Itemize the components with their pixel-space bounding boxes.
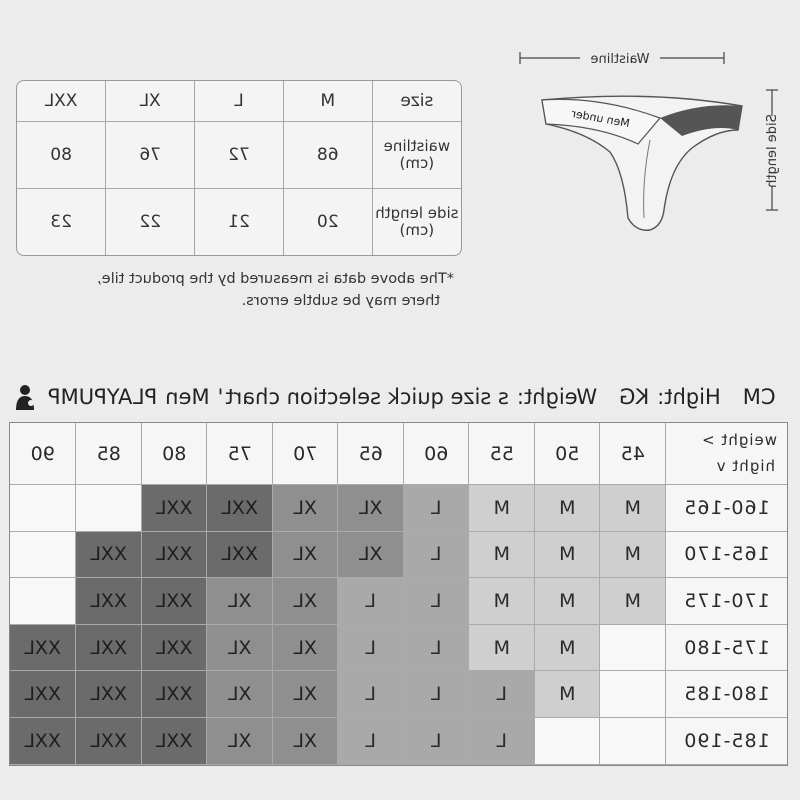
corner-weight-label: weight >	[701, 431, 777, 449]
size-cell: XXL	[141, 718, 207, 765]
height-label: Hight:	[657, 385, 721, 409]
size-cell: XXL	[207, 485, 273, 532]
weight-header-cell: 45	[600, 423, 666, 485]
weight-header-cell: 60	[403, 423, 469, 485]
measure-side-length-row	[17, 189, 461, 255]
size-cell: L	[338, 578, 404, 625]
size-cell: L	[469, 671, 535, 718]
playpump-logo-icon	[10, 382, 40, 412]
side-length-label-line1: side length	[375, 204, 459, 223]
size-cell: L	[403, 718, 469, 765]
note-line-1: *The above data is measured by the product tile,	[97, 271, 454, 287]
size-cell: XXL	[10, 671, 76, 718]
weight-label: Weight:	[516, 385, 598, 409]
size-cell: XL	[272, 671, 338, 718]
waistline-l: 72	[195, 122, 284, 189]
measure-col-l: L	[195, 81, 284, 122]
size-chart-row	[10, 671, 787, 718]
height-range-cell: 160-165	[665, 485, 787, 532]
size-cell: M	[469, 532, 535, 579]
size-cell: XXL	[76, 578, 142, 625]
size-cell: M	[469, 485, 535, 532]
side-length-xl: 22	[106, 189, 195, 255]
size-cell: XXL	[141, 578, 207, 625]
size-cell: XXL	[76, 718, 142, 765]
size-chart-row	[10, 485, 787, 532]
size-chart-row	[10, 625, 787, 672]
size-cell: L	[338, 671, 404, 718]
height-range-cell: 175-180	[665, 625, 787, 672]
size-cell: XXL	[76, 671, 142, 718]
weight-header-cell: 50	[534, 423, 600, 485]
size-cell	[10, 532, 76, 579]
chart-corner-cell	[665, 423, 787, 485]
size-cell: M	[534, 532, 600, 579]
size-selection-chart	[9, 422, 788, 766]
size-cell: XL	[272, 718, 338, 765]
title-text: s size quick selection chart	[225, 385, 509, 409]
height-range-cell: 180-185	[665, 671, 787, 718]
measure-col-xxl: XXL	[17, 81, 106, 122]
size-cell: M	[534, 578, 600, 625]
waistline-label-line2: (cm)	[399, 154, 435, 173]
size-cell: M	[600, 578, 666, 625]
measure-header-row	[17, 81, 461, 122]
measurement-note	[24, 268, 454, 312]
size-cell: XXL	[141, 485, 207, 532]
weight-unit: KG	[619, 385, 650, 409]
size-cell	[600, 671, 666, 718]
size-cell: M	[469, 578, 535, 625]
size-cell	[10, 578, 76, 625]
size-cell: L	[403, 671, 469, 718]
title-apostrophe: '	[217, 385, 224, 409]
side-length-label	[372, 189, 461, 255]
measure-col-size: size	[372, 81, 461, 122]
size-cell	[76, 485, 142, 532]
side-length-xxl: 23	[17, 189, 106, 255]
size-cell: L	[403, 485, 469, 532]
side-length-l: 21	[195, 189, 284, 255]
side-length-dimension	[764, 90, 780, 210]
waistline-dimension	[520, 48, 724, 68]
size-cell: XXL	[76, 532, 142, 579]
weight-header-cell: 65	[338, 423, 404, 485]
size-cell: XL	[207, 625, 273, 672]
measure-waistline-row	[17, 122, 461, 189]
weight-header-cell: 70	[272, 423, 338, 485]
size-cell	[534, 718, 600, 765]
waistline-m: 68	[283, 122, 372, 189]
size-cell: M	[600, 532, 666, 579]
weight-header-row	[10, 423, 787, 485]
size-cell: XL	[338, 485, 404, 532]
brief-shape	[542, 96, 742, 230]
size-chart-row	[10, 718, 787, 765]
size-cell: L	[403, 578, 469, 625]
size-cell: L	[338, 625, 404, 672]
note-line-2: there may be subtle errors.	[241, 293, 440, 309]
size-cell: XL	[338, 532, 404, 579]
waistline-label	[372, 122, 461, 189]
height-range-cell: 185-190	[665, 718, 787, 765]
size-cell: XXL	[141, 625, 207, 672]
size-cell: L	[338, 718, 404, 765]
weight-header-cell: 90	[10, 423, 76, 485]
measurement-table	[16, 80, 462, 256]
waistband-text: Men under	[570, 107, 631, 131]
height-range-cell: 170-175	[665, 578, 787, 625]
waistline-label: Waistline	[590, 52, 650, 67]
side-length-m: 20	[283, 189, 372, 255]
size-cell: M	[534, 485, 600, 532]
size-cell: XXL	[10, 625, 76, 672]
size-cell: XXL	[141, 671, 207, 718]
size-cell: XXL	[207, 532, 273, 579]
height-unit: CM	[742, 385, 776, 409]
weight-header-cell: 55	[469, 423, 535, 485]
weight-header-cell: 80	[141, 423, 207, 485]
size-cell: M	[469, 625, 535, 672]
size-chart-row	[10, 578, 787, 625]
size-cell: XXL	[76, 625, 142, 672]
size-cell: XXL	[141, 532, 207, 579]
size-cell: XL	[272, 485, 338, 532]
size-cell: XXL	[10, 718, 76, 765]
title-men: Men	[165, 385, 210, 409]
brand-name: PLAYPUMP	[48, 385, 158, 409]
measure-col-xl: XL	[106, 81, 195, 122]
size-cell	[600, 718, 666, 765]
size-cell	[10, 485, 76, 532]
corner-height-label: hight v	[715, 457, 775, 475]
size-cell: XL	[272, 625, 338, 672]
weight-header-cell: 85	[76, 423, 142, 485]
size-cell: XL	[272, 532, 338, 579]
size-cell: XL	[207, 671, 273, 718]
chart-title	[10, 382, 790, 412]
size-cell: L	[403, 625, 469, 672]
size-cell: XL	[207, 718, 273, 765]
size-cell: M	[534, 625, 600, 672]
size-chart-row	[10, 532, 787, 579]
measure-col-m: M	[283, 81, 372, 122]
size-cell: M	[534, 671, 600, 718]
size-cell: XL	[272, 578, 338, 625]
size-cell: XL	[207, 578, 273, 625]
size-cell: M	[600, 485, 666, 532]
height-range-cell: 165-170	[665, 532, 787, 579]
side-length-label: Side length	[765, 114, 780, 188]
brief-illustration	[500, 40, 800, 240]
waistline-label-line1: waistline	[383, 137, 451, 156]
waistline-xl: 76	[106, 122, 195, 189]
side-length-label-line2: (cm)	[399, 221, 435, 240]
waistline-xxl: 80	[17, 122, 106, 189]
weight-header-cell: 75	[207, 423, 273, 485]
size-cell	[600, 625, 666, 672]
size-cell: L	[469, 718, 535, 765]
size-cell: L	[403, 532, 469, 579]
